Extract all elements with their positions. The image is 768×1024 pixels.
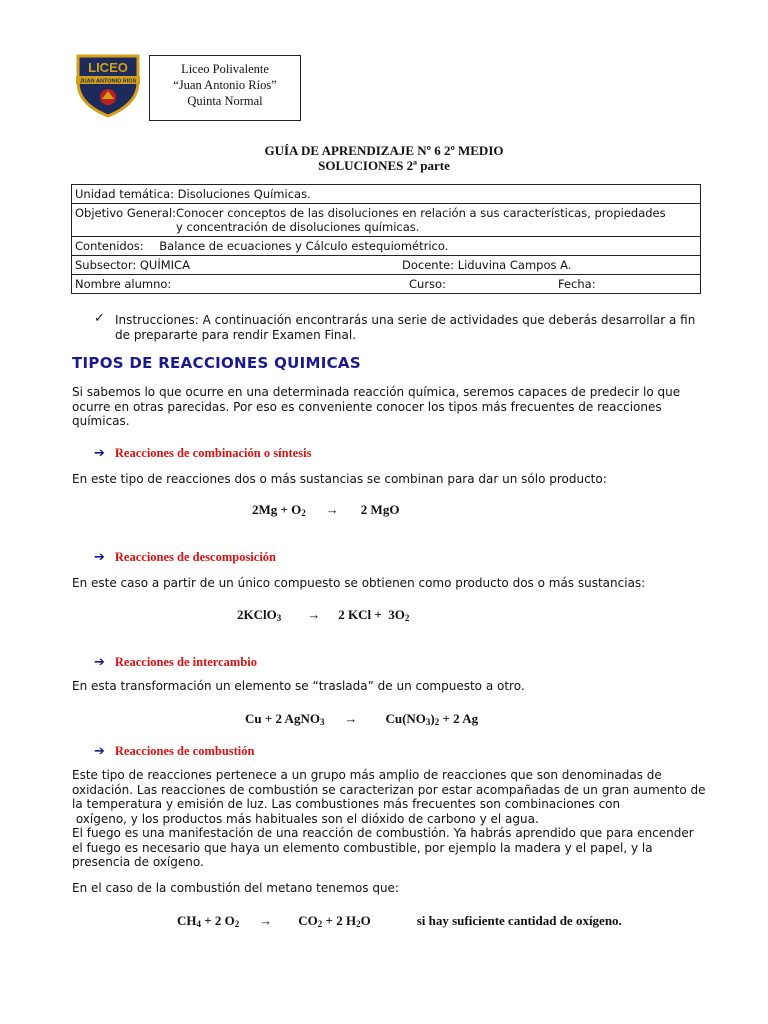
combustion-paragraph bbox=[72, 768, 732, 870]
reaction-heading-synthesis bbox=[94, 442, 311, 461]
paragraph-line: la temperatura y emisión de luz. Las combustiones más frecuentes son combinaciones con bbox=[72, 797, 621, 811]
eq-sub: 2 bbox=[301, 508, 306, 518]
arrow-right-icon: ➔ bbox=[94, 550, 105, 565]
eq-right: ) bbox=[430, 711, 435, 726]
equation-synthesis bbox=[252, 502, 399, 518]
eq-sub: 2 bbox=[434, 717, 440, 727]
arrow-right-icon: ➔ bbox=[94, 744, 105, 759]
equation-exchange bbox=[245, 711, 478, 727]
methane-intro: En el caso de la combustión del metano tenemos que: bbox=[72, 881, 399, 895]
unidad-cell: Unidad temática: Disoluciones Químicas. bbox=[72, 185, 701, 204]
eq-right: 2 MgO bbox=[360, 502, 400, 517]
eq-left: CH bbox=[177, 913, 197, 928]
eq-sub: 3 bbox=[276, 613, 282, 623]
eq-note: si hay suficiente cantidad de oxígeno. bbox=[416, 913, 622, 928]
eq-sub: 3 bbox=[319, 717, 325, 727]
reaction-heading-exchange bbox=[94, 651, 257, 670]
subsector-row bbox=[72, 256, 701, 275]
instructions-line2: de prepararte para rendir Examen Final. bbox=[115, 327, 357, 342]
reaction-desc: En este tipo de reacciones dos o más sustancias se combinan para dar un sólo producto: bbox=[72, 472, 607, 486]
arrow-right-icon: ➔ bbox=[94, 446, 105, 461]
objetivo-line2: y concentración de disoluciones químicas. bbox=[176, 220, 420, 234]
subsector-field: Subsector: QUÍMICA bbox=[75, 258, 190, 272]
info-table bbox=[71, 184, 701, 294]
eq-arrow: → bbox=[307, 607, 321, 622]
school-logo bbox=[72, 52, 144, 118]
guide-title: GUÍA DE APRENDIZAJE Nº 6 2º MEDIO bbox=[264, 143, 504, 158]
reaction-heading-combustion bbox=[94, 740, 254, 759]
paragraph-line: el fuego es necesario que haya un elemento combustible, por ejemplo la madera y el papel, y la bbox=[72, 840, 653, 855]
school-header-box bbox=[149, 55, 301, 121]
arrow-right-icon: ➔ bbox=[94, 655, 105, 670]
objetivo-cell bbox=[72, 204, 701, 237]
objetivo-label: Objetivo General: bbox=[75, 206, 177, 220]
eq-left: Cu + 2 AgNO bbox=[245, 711, 320, 726]
school-name: Liceo Polivalente bbox=[181, 62, 269, 76]
eq-left: 2Mg + O bbox=[252, 502, 302, 517]
objetivo-line1: Conocer conceptos de las disoluciones en relación a sus características, propiedades bbox=[176, 206, 666, 220]
eq-right: O bbox=[360, 913, 371, 928]
fecha-field: Fecha: bbox=[558, 277, 596, 291]
eq-right: CO bbox=[298, 913, 318, 928]
eq-arrow: → bbox=[344, 711, 358, 726]
eq-left: + 2 O bbox=[201, 913, 235, 928]
reaction-title: Reacciones de intercambio bbox=[114, 655, 258, 669]
reaction-title: Reacciones de descomposición bbox=[114, 550, 277, 564]
docente-field: Docente: Liduvina Campos A. bbox=[402, 258, 572, 272]
paragraph-line: presencia de oxígeno. bbox=[72, 855, 204, 869]
eq-arrow: → bbox=[325, 502, 339, 517]
equation-decomposition bbox=[237, 607, 409, 623]
contenidos-label: Contenidos: bbox=[75, 239, 144, 253]
eq-sub: 2 bbox=[356, 919, 361, 929]
eq-right: Cu(NO bbox=[385, 711, 426, 726]
school-location: Quinta Normal bbox=[187, 94, 263, 108]
intro-line: químicas. bbox=[72, 414, 130, 428]
reaction-desc: En esta transformación un elemento se “traslada” de un compuesto a otro. bbox=[72, 679, 525, 693]
eq-sub: 3 bbox=[425, 717, 431, 727]
paragraph-line: Este tipo de reacciones pertenece a un grupo más amplio de reacciones que son denominadas de bbox=[72, 768, 662, 782]
svg-text:JUAN ANTONIO RIOS: JUAN ANTONIO RIOS bbox=[79, 78, 137, 85]
eq-right: + 2 Ag bbox=[439, 711, 479, 726]
eq-left: 2KClO bbox=[237, 607, 277, 622]
reaction-title: Reacciones de combustión bbox=[114, 744, 255, 758]
eq-arrow: → bbox=[259, 913, 273, 928]
instructions-line1: Instrucciones: A continuación encontrarás una serie de actividades que deberás desarrollar a fin bbox=[115, 313, 696, 327]
eq-right: 2 KCl + 3O bbox=[338, 607, 405, 622]
intro-paragraph bbox=[72, 385, 712, 429]
reaction-desc: En este caso a partir de un único compuesto se obtienen como producto dos o más sustancias: bbox=[72, 576, 646, 590]
check-icon: ✓ bbox=[94, 311, 105, 326]
eq-sub: 2 bbox=[317, 919, 323, 929]
curso-field: Curso: bbox=[409, 277, 446, 291]
eq-sub: 2 bbox=[234, 919, 240, 929]
paragraph-line: oxígeno, y los productos más habituales son el dióxido de carbono y el agua. bbox=[72, 811, 539, 826]
student-row bbox=[72, 275, 701, 294]
guide-subtitle: SOLUCIONES 2ª parte bbox=[318, 158, 450, 173]
nombre-field: Nombre alumno: bbox=[75, 277, 172, 291]
paragraph-line: oxidación. Las reacciones de combustión se caracterizan por estar acompañadas de un gran aumento de bbox=[72, 782, 706, 797]
intro-line: ocurre en otras parecidas. Por eso es conveniente conocer los tipos más frecuentes de reacciones bbox=[72, 399, 662, 414]
eq-sub: 4 bbox=[196, 919, 201, 929]
contenidos-cell bbox=[72, 237, 701, 256]
instructions bbox=[115, 313, 715, 342]
section-heading: TIPOS DE REACCIONES QUIMICAS bbox=[72, 354, 361, 372]
paragraph-line: El fuego es una manifestación de una reacción de combustión. Ya habrás aprendido que para encender bbox=[72, 826, 694, 840]
reaction-title: Reacciones de combinación o síntesis bbox=[114, 446, 312, 460]
eq-sub: 2 bbox=[404, 613, 410, 623]
eq-right: + 2 H bbox=[322, 913, 357, 928]
contenidos-value: Balance de ecuaciones y Cálculo estequiométrico. bbox=[159, 239, 449, 253]
svg-text:LICEO: LICEO bbox=[88, 60, 128, 75]
school-subname: “Juan Antonio Ríos” bbox=[173, 78, 277, 92]
intro-line: Si sabemos lo que ocurre en una determinada reacción química, seremos capaces de predecir lo que bbox=[72, 385, 681, 399]
equation-combustion bbox=[177, 913, 622, 929]
reaction-heading-decomposition bbox=[94, 546, 276, 565]
